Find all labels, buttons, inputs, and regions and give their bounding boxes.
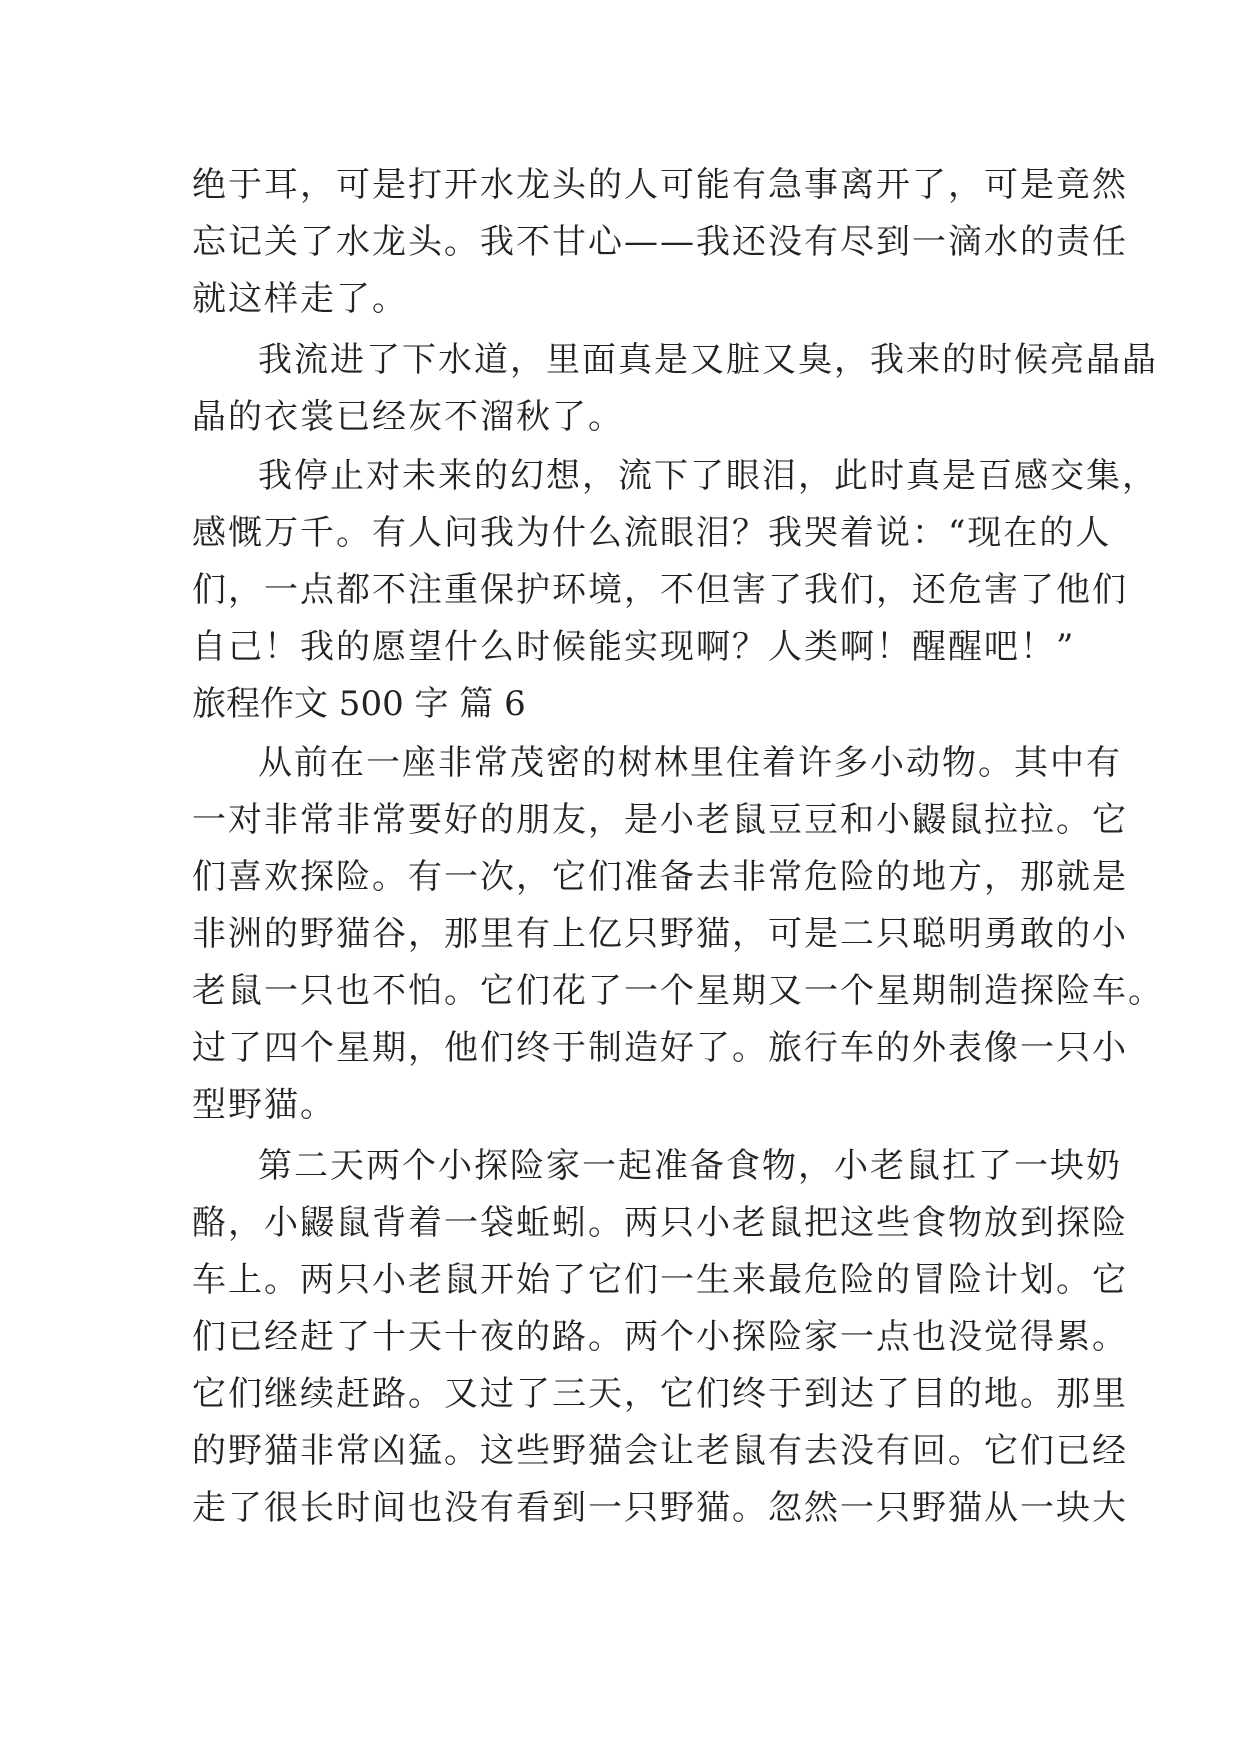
text-line: 车上。两只小老鼠开始了它们一生来最危险的冒险计划。它 xyxy=(192,1260,1128,1300)
text-line: 过了四个星期，他们终于制造好了。旅行车的外表像一只小 xyxy=(192,1028,1128,1068)
text-line: 老鼠一只也不怕。它们花了一个星期又一个星期制造探险车。 xyxy=(192,971,1164,1011)
paragraph-first-line: 从前在一座非常茂密的树林里住着许多小动物。其中有 xyxy=(258,743,1122,783)
paragraph-first-line: 我停止对未来的幻想，流下了眼泪，此时真是百感交集， xyxy=(258,456,1158,496)
text-line: 晶的衣裳已经灰不溜秋了。 xyxy=(192,397,624,437)
text-line: 们，一点都不注重保护环境，不但害了我们，还危害了他们 xyxy=(192,570,1128,610)
text-line: 的野猫非常凶猛。这些野猫会让老鼠有去没有回。它们已经 xyxy=(192,1431,1128,1471)
text-line: 非洲的野猫谷，那里有上亿只野猫，可是二只聪明勇敢的小 xyxy=(192,914,1128,954)
paragraph-first-line: 第二天两个小探险家一起准备食物，小老鼠扛了一块奶 xyxy=(258,1146,1122,1186)
paragraph-first-line: 我流进了下水道，里面真是又脏又臭，我来的时候亮晶晶 xyxy=(258,340,1158,380)
text-line: 自己！我的愿望什么时候能实现啊？人类啊！醒醒吧！” xyxy=(192,627,1076,667)
text-line: 型野猫。 xyxy=(192,1085,336,1125)
text-line: 酪，小鼹鼠背着一袋蚯蚓。两只小老鼠把这些食物放到探险 xyxy=(192,1203,1128,1243)
text-line: 感慨万千。有人问我为什么流眼泪？我哭着说：“现在的人 xyxy=(192,513,1112,553)
section-heading: 旅程作文 500 字 篇 6 xyxy=(192,684,526,724)
text-line: 忘记关了水龙头。我不甘心——我还没有尽到一滴水的责任 xyxy=(192,222,1128,262)
text-line: 绝于耳，可是打开水龙头的人可能有急事离开了，可是竟然 xyxy=(192,165,1128,205)
text-line: 一对非常非常要好的朋友，是小老鼠豆豆和小鼹鼠拉拉。它 xyxy=(192,800,1128,840)
text-line: 们已经赶了十天十夜的路。两个小探险家一点也没觉得累。 xyxy=(192,1317,1128,1357)
text-line: 走了很长时间也没有看到一只野猫。忽然一只野猫从一块大 xyxy=(192,1488,1128,1528)
text-line: 就这样走了。 xyxy=(192,279,408,319)
text-line: 们喜欢探险。有一次，它们准备去非常危险的地方，那就是 xyxy=(192,857,1128,897)
text-line: 它们继续赶路。又过了三天，它们终于到达了目的地。那里 xyxy=(192,1374,1128,1414)
